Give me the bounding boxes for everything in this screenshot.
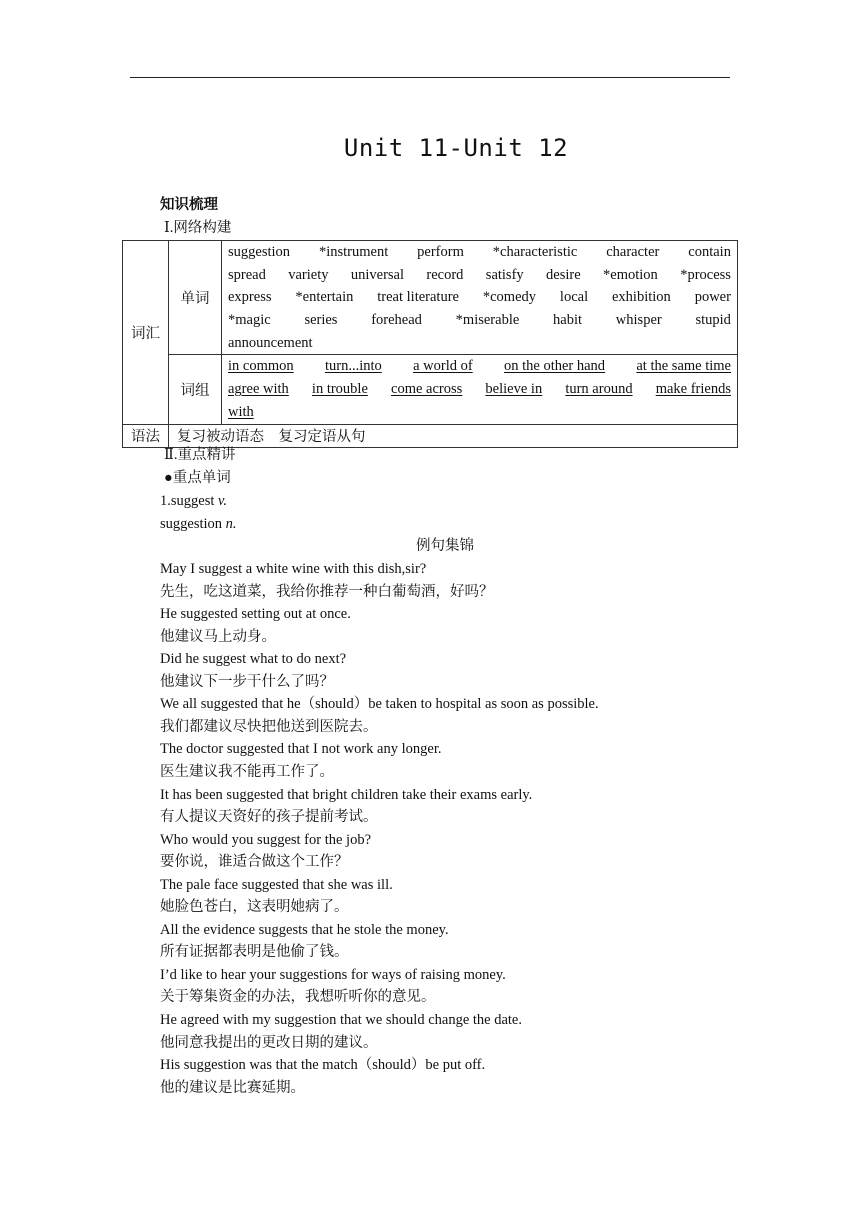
words-label: 单词 [169,241,222,355]
example-sentence-en: His suggestion was that the match（should）be put off. [160,1057,486,1074]
example-sentence-en: Who would you suggest for the job? [160,831,372,848]
words-item: desire [546,266,581,283]
words-item: series [304,312,338,329]
example-sentence-en: We all suggested that he（should）be taken to hospital as soon as possible. [160,696,599,713]
phrases-item: believe in [485,381,543,398]
words-item: habit [553,312,583,329]
words-item: *miserable [455,312,520,329]
example-sentence-zh: 要你说，谁适合做这个工作？ [160,854,349,871]
words-item: local [559,289,589,306]
phrases-item: in common [228,358,294,375]
example-sentence-en: It has been suggested that bright children take their exams early. [160,786,533,803]
part2-label: Ⅱ.重点精讲 [164,447,236,463]
phrases-item: on the other hand [503,358,606,375]
example-sentence-zh: 我们都建议尽快把他送到医院去。 [160,718,378,735]
words-item: spread [228,266,266,283]
part1-label: Ⅰ.网络构建 [164,220,232,236]
words-item: *emotion [603,266,658,283]
example-sentence-en: I’d like to hear your suggestions for ways of raising money. [160,966,506,983]
words-item: suggestion [228,244,291,260]
phrases-item: a world of [413,358,473,375]
words-row [228,264,731,287]
example-sentence-zh: 她脸色苍白，这表明她病了。 [160,899,349,916]
examples-heading: 例句集锦 [416,538,474,554]
words-item: satisfy [485,266,524,283]
words-item: character [606,244,660,260]
grammar-label: 语法 [123,424,169,447]
vocabulary-table [122,240,738,448]
entry-suggest: 1.suggest v. [160,493,227,509]
words-item: stupid [695,312,731,329]
words-item: forehead [371,312,422,329]
entry-suggestion: suggestion n. [160,516,237,532]
words-item: contain [688,244,731,260]
words-item: variety [288,266,329,283]
words-item: universal [350,266,405,283]
example-sentence-zh: 他同意我提出的更改日期的建议。 [160,1034,378,1051]
example-sentence-zh: 先生，吃这道菜，我给你推荐一种白葡萄酒，好吗？ [160,583,494,600]
words-item: *comedy [482,289,537,306]
words-item: exhibition [612,289,671,306]
words-item: express [228,289,272,306]
phrases-item: with [228,403,254,420]
phrases-item: agree with [228,381,289,398]
words-item: *characteristic [492,244,578,260]
words-item: whisper [615,312,662,329]
example-sentence-en: He suggested setting out at once. [160,606,351,623]
phrases-row [228,355,731,378]
words-item: record [426,266,464,283]
words-item: *entertain [295,289,354,306]
example-sentence-en: The doctor suggested that I not work any longer. [160,741,442,758]
phrases-item: in trouble [311,381,368,398]
phrases-item: come across [391,381,463,398]
grammar-text: 复习被动语态 复习定语从句 [169,424,738,447]
vocab-label: 词汇 [123,241,169,425]
words-row [228,286,731,309]
example-sentence-en: All the evidence suggests that he stole the money. [160,921,449,938]
example-sentence-en: Did he suggest what to do next? [160,651,347,668]
example-sentence-en: The pale face suggested that she was ill. [160,876,393,893]
phrases-cell [222,355,738,424]
example-sentence-zh: 医生建议我不能再工作了。 [160,763,334,780]
phrases-label: 词组 [169,355,222,424]
phrases-item: at the same time [636,358,731,375]
page-title: Unit 11-Unit 12 [343,134,569,162]
example-sentence-zh: 有人提议天资好的孩子提前考试。 [160,809,378,826]
phrases-row [228,378,731,401]
words-item: *magic [228,312,271,329]
words-item: *process [680,266,731,283]
phrases-row [228,401,731,424]
example-sentence-zh: 他建议下一步干什么了吗？ [160,673,334,690]
words-row [228,332,731,355]
words-item: announcement [228,334,313,351]
example-sentence-zh: 关于筹集资金的办法，我想听听你的意见。 [160,989,436,1006]
example-sentence-zh: 所有证据都表明是他偷了钱。 [160,944,349,961]
example-sentence-zh: 他建议马上动身。 [160,628,276,645]
phrases-item: turn...into [324,358,382,375]
phrases-item: make friends [655,381,731,398]
example-sentence-en: He agreed with my suggestion that we should change the date. [160,1012,522,1028]
key-words-label: ●重点单词 [164,470,231,486]
example-sentence-zh: 他的建议是比赛延期。 [160,1079,305,1096]
words-item: *instrument [318,244,389,260]
words-row [228,309,731,332]
words-row [228,241,731,264]
words-item: treat literature [377,289,459,306]
phrases-item: turn around [565,381,633,398]
header-rule [130,77,730,78]
words-cell [222,241,738,355]
words-item: perform [417,244,464,260]
section-heading: 知识梳理 [160,197,218,213]
example-sentence-en: May I suggest a white wine with this dish,sir? [160,561,427,577]
words-item: power [694,289,731,306]
